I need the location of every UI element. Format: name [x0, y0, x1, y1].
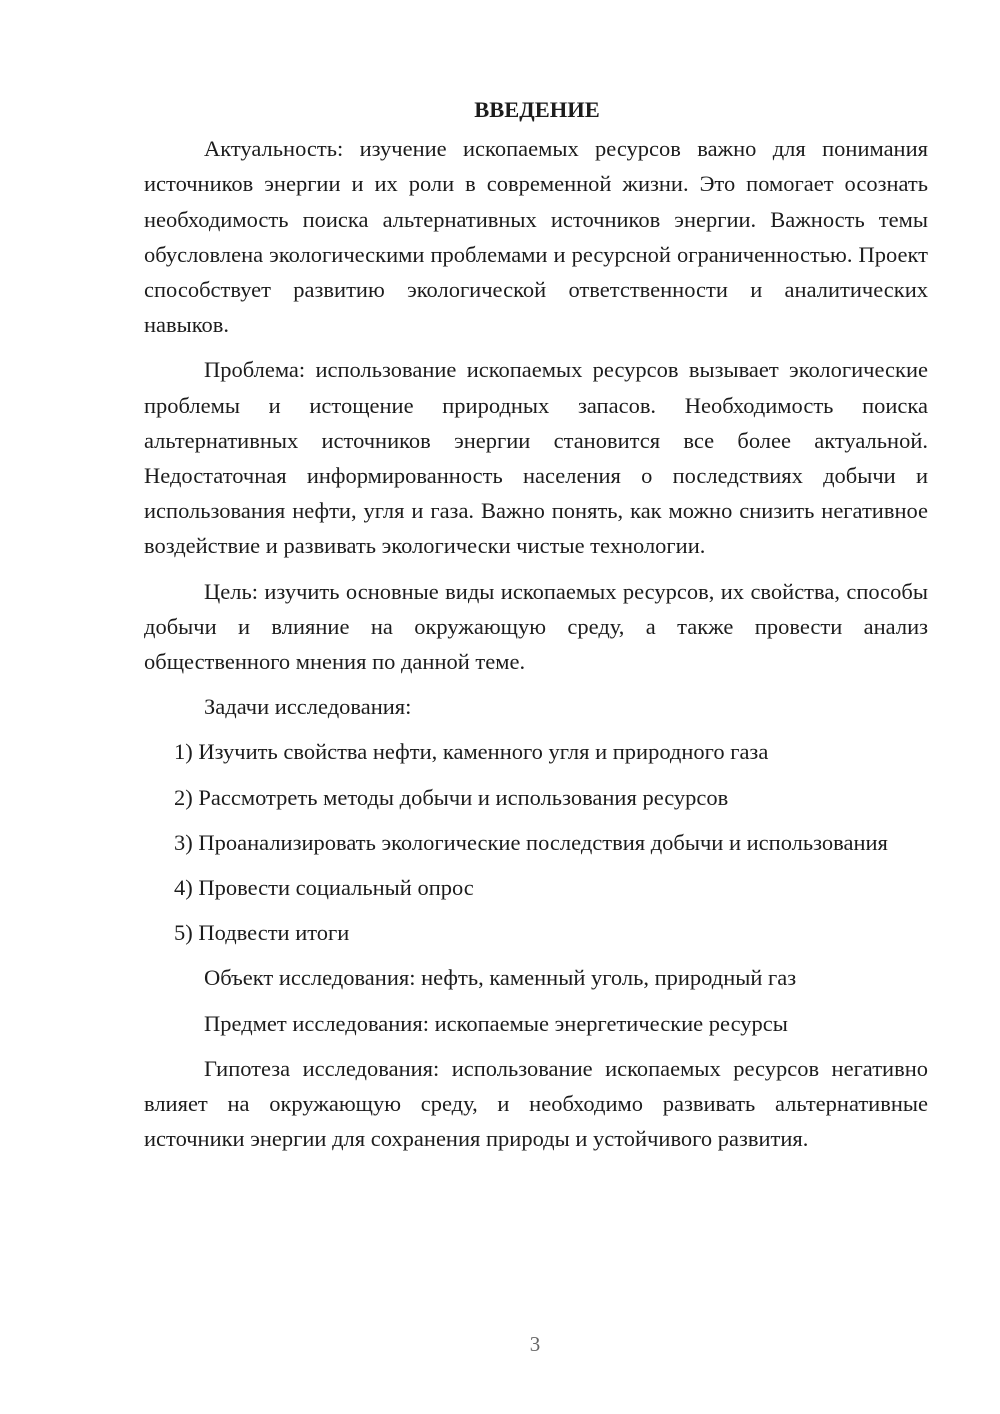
task-item-3: 3) Проанализировать экологические последствия добычи и использования [174, 829, 888, 855]
problem-paragraph: Проблема: использование ископаемых ресурсов вызывает экологические проблемы и истощение природных запасов. Необходимость поиска альтернативных источников энергии становится все более актуальной. Недостаточная информированность населения о последствиях добычи и использования нефти, угля и газа. Важно понять, как можно снизить негативное воздействие и развивать экологически чистые технологии. [144, 357, 928, 559]
relevance-paragraph: Актуальность: изучение ископаемых ресурсов важно для понимания источников энергии и их роли в современной жизни. Это помогает осознать необходимость поиска альтернативных источников энергии. Важность темы обусловлена экологическими проблемами и ресурсной ограниченностью. Проект способствует развитию экологической ответственности и аналитических навыков. [144, 136, 928, 338]
hypothesis-paragraph: Гипотеза исследования: использование ископаемых ресурсов негативно влияет на окружающую среду, и необходимо развивать альтернативные источники энергии для сохранения природы и устойчивого развития. [144, 1055, 928, 1152]
task-item-4: 4) Провести социальный опрос [174, 875, 474, 901]
subject-line: Предмет исследования: ископаемые энергетические ресурсы [204, 1010, 788, 1036]
task-item-5: 5) Подвести итоги [174, 920, 350, 946]
document-body [144, 92, 928, 1166]
goal-paragraph: Цель: изучить основные виды ископаемых ресурсов, их свойства, способы добычи и влияние на окружающую среду, а также провести анализ общественного мнения по данной теме. [144, 578, 928, 675]
object-line: Объект исследования: нефть, каменный уголь, природный газ [204, 965, 797, 991]
tasks-heading: Задачи исследования: [204, 694, 412, 720]
section-title: ВВЕДЕНИЕ [474, 97, 600, 122]
task-item-2: 2) Рассмотреть методы добычи и использования ресурсов [174, 784, 729, 810]
page-number: 3 [529, 1332, 541, 1356]
task-item-1: 1) Изучить свойства нефти, каменного угля и природного газа [174, 739, 769, 765]
